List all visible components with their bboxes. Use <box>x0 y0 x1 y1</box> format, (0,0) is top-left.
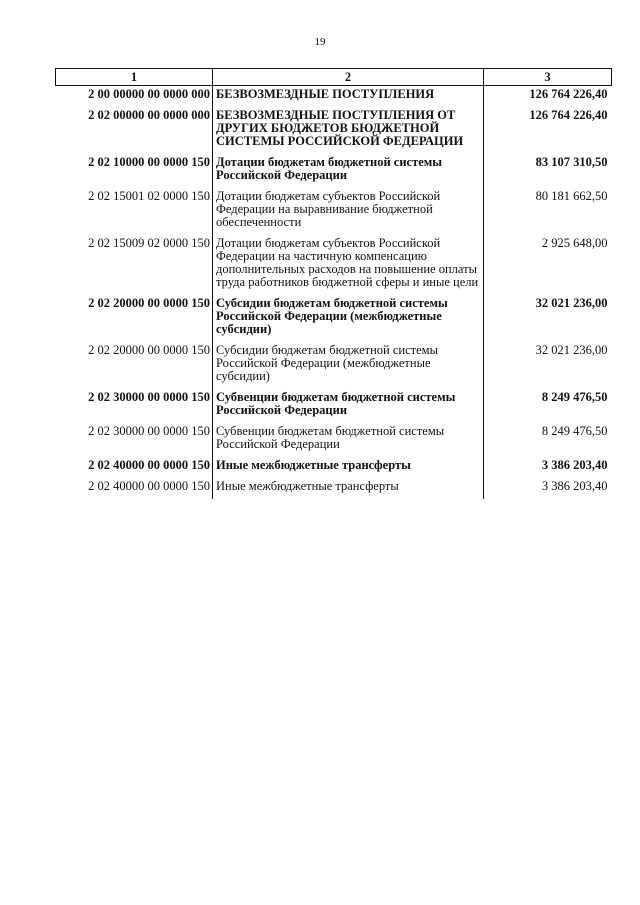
table-row <box>56 235 612 295</box>
revenue-name-cell: Субвенции бюджетам бюджетной системы Российской Федерации <box>213 423 484 457</box>
amount-cell: 80 181 662,50 <box>484 188 612 235</box>
amount-cell: 8 249 476,50 <box>484 389 612 423</box>
revenue-name-cell: Иные межбюджетные трансферты <box>213 457 484 478</box>
classification-code-cell: 2 02 15009 02 0000 150 <box>88 236 210 250</box>
table-row <box>56 423 612 457</box>
table-row <box>56 478 612 499</box>
revenue-name-cell: Дотации бюджетам бюджетной системы Российской Федерации <box>213 154 484 188</box>
table-row <box>56 389 612 423</box>
table-row <box>56 295 612 342</box>
table-row <box>56 107 612 154</box>
page-number: 19 <box>314 36 326 48</box>
revenue-name-cell: БЕЗВОЗМЕЗДНЫЕ ПОСТУПЛЕНИЯ ОТ ДРУГИХ БЮДЖЕТОВ БЮДЖЕТНОЙ СИСТЕМЫ РОССИЙСКОЙ ФЕДЕРАЦИИ <box>213 107 484 154</box>
table-body <box>56 86 612 500</box>
amount-cell: 126 764 226,40 <box>484 86 612 108</box>
column-header-amount: 3 <box>484 69 612 86</box>
revenue-name-cell: Субсидии бюджетам бюджетной системы Российской Федерации (межбюджетные субсидии) <box>213 295 484 342</box>
classification-code-cell: 2 02 20000 00 0000 150 <box>88 296 210 310</box>
amount-cell: 2 925 648,00 <box>484 235 612 295</box>
revenue-name-cell: Дотации бюджетам субъектов Российской Федерации на выравнивание бюджетной обеспеченности <box>213 188 484 235</box>
amount-cell: 3 386 203,40 <box>484 457 612 478</box>
table-header-row <box>56 69 612 86</box>
table-row <box>56 86 612 108</box>
amount-cell: 83 107 310,50 <box>484 154 612 188</box>
table-row <box>56 342 612 389</box>
classification-code-cell: 2 02 10000 00 0000 150 <box>88 155 210 169</box>
amount-cell: 8 249 476,50 <box>484 423 612 457</box>
classification-code-cell: 2 02 30000 00 0000 150 <box>88 390 210 404</box>
amount-cell: 32 021 236,00 <box>484 342 612 389</box>
table-row <box>56 457 612 478</box>
amount-cell: 3 386 203,40 <box>484 478 612 499</box>
revenue-name-cell: Дотации бюджетам субъектов Российской Федерации на частичную компенсацию дополнительных расходов на повышение оплаты труда работников бюджетной сферы и иные цели <box>213 235 484 295</box>
revenue-name-cell: БЕЗВОЗМЕЗДНЫЕ ПОСТУПЛЕНИЯ <box>213 86 484 108</box>
table-row <box>56 154 612 188</box>
table-row <box>56 188 612 235</box>
revenue-name-cell: Иные межбюджетные трансферты <box>213 478 484 499</box>
column-header-name: 2 <box>213 69 484 86</box>
amount-cell: 32 021 236,00 <box>484 295 612 342</box>
classification-code-cell: 2 02 20000 00 0000 150 <box>88 343 210 357</box>
revenue-name-cell: Субсидии бюджетам бюджетной системы Российской Федерации (межбюджетные субсидии) <box>213 342 484 389</box>
revenue-name-cell: Субвенции бюджетам бюджетной системы Российской Федерации <box>213 389 484 423</box>
classification-code-cell: 2 02 30000 00 0000 150 <box>88 424 210 438</box>
classification-code-cell: 2 02 40000 00 0000 150 <box>88 479 210 493</box>
classification-code-cell: 2 02 40000 00 0000 150 <box>88 458 210 472</box>
classification-code-cell: 2 02 00000 00 0000 000 <box>88 108 210 122</box>
column-header-code: 1 <box>56 69 213 86</box>
classification-code-cell: 2 00 00000 00 0000 000 <box>88 87 210 101</box>
budget-revenue-table <box>55 68 612 499</box>
amount-cell: 126 764 226,40 <box>484 107 612 154</box>
classification-code-cell: 2 02 15001 02 0000 150 <box>88 189 210 203</box>
